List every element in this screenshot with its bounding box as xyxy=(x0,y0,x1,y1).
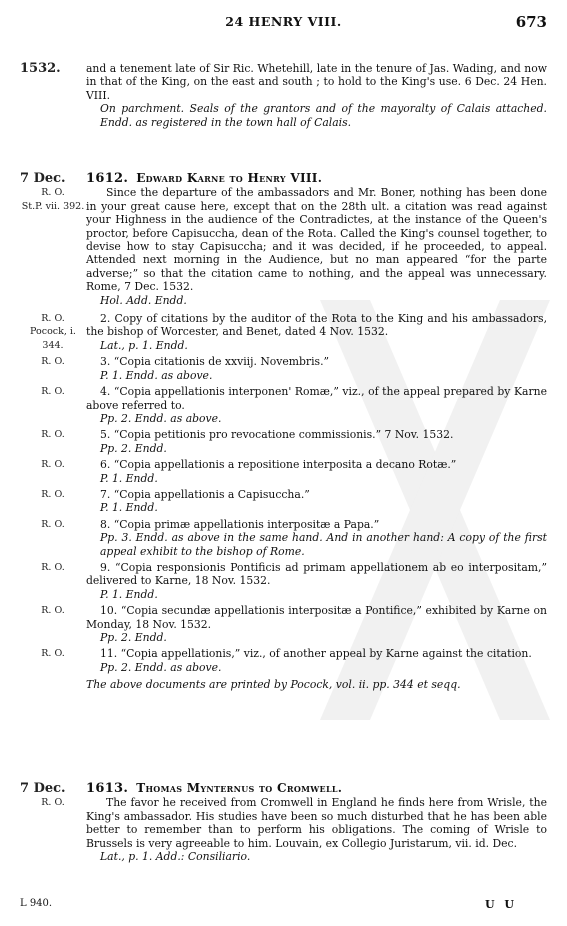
item-text: 7. “Copia appellationis a Capisuccha.” xyxy=(100,487,310,501)
item-note: P. 1. Endd. xyxy=(100,501,158,515)
continuation-year: 1532. xyxy=(20,61,61,76)
item-note: Pp. 2. Endd. as above. xyxy=(100,660,222,674)
item-source: R. O. xyxy=(41,386,65,398)
entry-1613-heading xyxy=(86,782,547,795)
entry-1613-body: The favor he received from Cromwell in England he finds here from Wrisle, the King's ambassador. His studies have been so much disturbed that he has been able better to remember than to perform his obligations. The coming of Wrisle to Brussels is very agreeable to him. Louvain, ex Collegio Juristarum, vii. id. Dec. xyxy=(86,796,547,850)
item-note: Pp. 2. Endd. xyxy=(100,441,167,455)
item-source: R. O. xyxy=(41,356,65,368)
item-source: R. O. xyxy=(41,488,65,500)
list-item xyxy=(20,458,547,485)
item-note: Pp. 2. Endd. xyxy=(100,631,167,644)
item-text: 9. “Copia responsionis Pontificis ad primam appellationem ab eo interpositam,” delivered to Karne, 18 Nov. 1532. xyxy=(86,560,547,588)
page-footer xyxy=(20,898,547,914)
item-note: P. 1. Endd. xyxy=(100,587,158,601)
list-item xyxy=(20,604,547,644)
entry-1613-number: 1613. xyxy=(86,781,129,796)
footer-signature-mark: U U xyxy=(484,898,517,911)
list-item xyxy=(20,647,547,674)
item-source: R. O. xyxy=(41,459,65,471)
item-note: P. 1. Endd. as above. xyxy=(100,368,213,382)
entry-1612-title: Edward Karne to Henry VIII. xyxy=(136,171,323,185)
list-item xyxy=(20,561,547,601)
list-item xyxy=(20,428,547,455)
entry-1612-items xyxy=(20,312,547,674)
entry-1613 xyxy=(20,782,547,863)
entry-1612-heading xyxy=(86,172,547,185)
item-source: R. O. xyxy=(41,561,65,573)
entry-1612-date: 7 Dec. xyxy=(20,171,66,186)
item-source: R. O. xyxy=(41,605,65,617)
item-note: Lat., p. 1. Endd. xyxy=(100,338,188,352)
entry-1612-note: Hol. Add. Endd. xyxy=(100,293,187,307)
list-item xyxy=(20,385,547,425)
entry-1612-reference: St.P. vii. 392. xyxy=(21,200,85,212)
item-reference: Pocock, i. 344. xyxy=(30,326,76,351)
item-text: 5. “Copia petitionis pro revocatione commissionis.” 7 Nov. 1532. xyxy=(100,428,454,442)
running-head xyxy=(0,14,567,34)
item-text: 3. “Copia citationis de xxviij. Novembris.” xyxy=(100,355,330,369)
item-text: 2. Copy of citations by the auditor of the Rota to the King and his ambassadors, the bishop of Worcester, and Benet, dated 4 Nov. 1532. xyxy=(86,312,547,339)
item-text: 4. “Copia appellationis interponen' Romæ,” viz., of the appeal prepared by Karne above referred to. xyxy=(86,385,547,412)
item-source: R. O. xyxy=(41,648,65,660)
footer-signature: L 940. xyxy=(20,898,53,909)
item-text: 11. “Copia appellationis,” viz., of another appeal by Karne against the citation. xyxy=(100,647,532,661)
entry-1612-body: Since the departure of the ambassadors and Mr. Boner, nothing has been done in your great cause here, except that on the 28th ult. a citation was read against your Highness in the audience of the Contradictes, at the instance of the Queen's proctor, before Capisuccha, dean of the Rota. Called the King's counsel together, to devise how to stay Capisuccha; and it was decided, if he proceeded, to appeal. Attended next morning in the Audience, but no man appeared “for the parte adverse;” so that the citation came to nothing, and the appeal was unnecessary. Rome, 7 Dec. 1532. xyxy=(86,186,547,294)
page-number: 673 xyxy=(515,13,547,31)
entry-1612-number: 1612. xyxy=(86,171,129,186)
item-note: Pp. 3. Endd. as above in the same hand. And in another hand: A copy of the first appeal exhibit to the bishop of Rome. xyxy=(100,531,547,558)
list-item xyxy=(20,312,547,352)
list-item xyxy=(20,488,547,515)
item-note: Pp. 2. Endd. as above. xyxy=(100,411,222,425)
continuation-entry xyxy=(20,62,547,129)
entry-1613-source: R. O. xyxy=(41,797,65,809)
entry-1613-title: Thomas Mynternus to Cromwell. xyxy=(136,781,343,795)
entry-1612 xyxy=(20,172,547,692)
list-item xyxy=(20,355,547,382)
list-item xyxy=(20,518,547,558)
running-head-title: 24 HENRY VIII. xyxy=(225,14,342,29)
entry-1612-closing: The above documents are printed by Pocock, vol. ii. pp. 344 et seqq. xyxy=(86,678,461,692)
entry-1613-note: Lat., p. 1. Add.: Consiliario. xyxy=(100,850,251,864)
entry-1613-date: 7 Dec. xyxy=(20,781,66,796)
item-source: R. O. xyxy=(41,429,65,441)
item-source: R. O. xyxy=(41,518,65,530)
entry-1612-source: R. O. xyxy=(41,187,65,199)
item-text: 8. “Copia primæ appellationis interpositæ a Papa.” xyxy=(100,517,380,531)
item-note: P. 1. Endd. xyxy=(100,471,158,485)
item-text: 6. “Copia appellationis a repositione interposita a decano Rotæ.” xyxy=(100,458,457,472)
item-source: R. O. xyxy=(41,313,65,325)
continuation-note: On parchment. Seals of the grantors and of the mayoralty of Calais attached. Endd. as registered in the town hall of Calais. xyxy=(100,102,547,129)
continuation-text: and a tenement late of Sir Ric. Whetehill, late in the tenure of Jas. Wading, and now in that of the King, on the east and south ; to hold to the King's use. 6 Dec. 24 Hen. VIII. xyxy=(86,62,547,102)
item-text: 10. “Copia secundæ appellationis interpositæ a Pontifice,” exhibited by Karne on Monday, 18 Nov. 1532. xyxy=(86,604,547,631)
